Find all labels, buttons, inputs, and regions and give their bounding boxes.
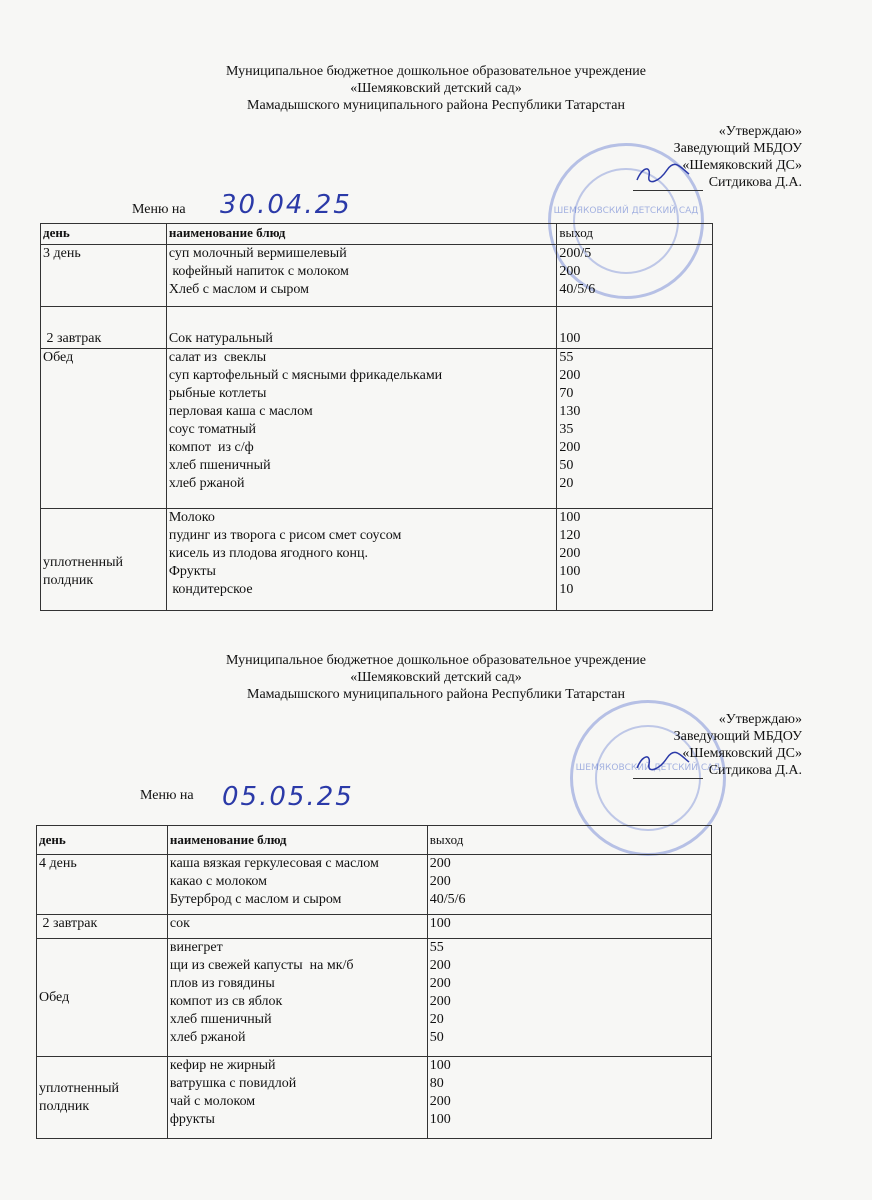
- menu2-signer: Ситдикова Д.А.: [708, 763, 802, 778]
- menu2-approve-line1: «Утверждаю»: [718, 712, 802, 727]
- row-day: 4 день: [37, 855, 168, 915]
- output: 200: [429, 958, 451, 973]
- menu1-approval: [633, 123, 802, 191]
- output: 200: [429, 874, 451, 889]
- dish: суп молочный вермишелевый: [168, 246, 347, 261]
- output: 40/5/6: [559, 282, 596, 297]
- row-day: 3 день: [41, 245, 167, 307]
- dish: какао с молоком: [169, 874, 268, 889]
- dish: хлеб ржаной: [169, 1030, 246, 1045]
- dish: ватрушка с повидлой: [169, 1076, 297, 1091]
- row-output: [557, 349, 713, 509]
- row-day: 2 завтрак: [37, 915, 168, 939]
- table-row: [37, 939, 712, 1057]
- row-output: 100: [427, 915, 711, 939]
- output: 55: [559, 350, 574, 365]
- menu1-header: [0, 63, 872, 114]
- menu1-header-line1: Муниципальное бюджетное дошкольное образовательное учреждение: [226, 64, 646, 79]
- menu1-signature: [633, 176, 703, 191]
- col-output: выход: [427, 826, 711, 855]
- table-header-row: [37, 826, 712, 855]
- dish: чай с молоком: [169, 1094, 256, 1109]
- output: 200/5: [559, 246, 592, 261]
- row-output: [427, 1057, 711, 1139]
- row-dishes: Сок натуральный: [166, 307, 557, 349]
- output: 200: [429, 856, 451, 871]
- output: 50: [429, 1030, 444, 1045]
- row-output: [427, 855, 711, 915]
- table-row: [41, 245, 713, 307]
- row-dishes: [166, 509, 557, 611]
- dish: каша вязкая геркулесовая с маслом: [169, 856, 379, 871]
- menu1-hand-date: 30.04.25: [220, 190, 352, 220]
- menu1-header-line2: «Шемяковский детский сад»: [350, 81, 522, 96]
- table-row: [41, 509, 713, 611]
- table-row: [41, 349, 713, 509]
- menu1-approve-line3: «Шемяковский ДС»: [682, 158, 802, 173]
- dish: рыбные котлеты: [168, 386, 267, 401]
- output: 55: [429, 940, 444, 955]
- menu2-approval: [633, 711, 802, 779]
- output: 200: [559, 264, 581, 279]
- dish: плов из говядины: [169, 976, 275, 991]
- dish: суп картофельный с мясными фрикадельками: [168, 368, 443, 383]
- output: 100: [559, 510, 581, 525]
- output: 50: [559, 458, 574, 473]
- row-dishes: [166, 349, 557, 509]
- row-dishes: [166, 245, 557, 307]
- dish: соус томатный: [168, 422, 257, 437]
- output: 120: [559, 528, 581, 543]
- menu1-table: [40, 223, 713, 611]
- col-day: день: [41, 224, 167, 245]
- dish: компот из с/ф: [168, 440, 254, 455]
- dish: кофейный напиток с молоком: [168, 264, 349, 279]
- output: 40/5/6: [429, 892, 466, 907]
- table-row: [37, 855, 712, 915]
- dish: фрукты: [169, 1112, 215, 1127]
- menu2-signature: [633, 764, 703, 779]
- row-dishes: [167, 855, 427, 915]
- row-dishes: [167, 1057, 427, 1139]
- output: 70: [559, 386, 574, 401]
- menu1-signer: Ситдикова Д.А.: [708, 175, 802, 190]
- output: 200: [559, 440, 581, 455]
- menu2-approve-line3: «Шемяковский ДС»: [682, 746, 802, 761]
- output: 130: [559, 404, 581, 419]
- output: 100: [429, 1058, 451, 1073]
- output: 200: [429, 976, 451, 991]
- output: 20: [559, 476, 574, 491]
- dish: кисель из плодова ягодного конц.: [168, 546, 368, 561]
- menu1-header-line3: Мамадышского муниципального района Республики Татарстан: [247, 98, 625, 113]
- menu2-label: Меню на: [140, 788, 194, 803]
- col-dishes: наименование блюд: [166, 224, 557, 245]
- menu1-approve-line2: Заведующий МБДОУ: [673, 141, 802, 156]
- menu2-approve-line2: Заведующий МБДОУ: [673, 729, 802, 744]
- dish: перловая каша с маслом: [168, 404, 313, 419]
- dish: хлеб пшеничный: [168, 458, 271, 473]
- row-day: уплотненный полдник: [37, 1057, 168, 1139]
- row-output: [557, 245, 713, 307]
- output: 200: [559, 368, 581, 383]
- output: 80: [429, 1076, 444, 1091]
- table-row: [41, 307, 713, 349]
- menu1-approve-line1: «Утверждаю»: [718, 124, 802, 139]
- dish: Хлеб с маслом и сыром: [168, 282, 309, 297]
- output: 200: [559, 546, 581, 561]
- dish: кефир не жирный: [169, 1058, 276, 1073]
- output: 10: [559, 582, 574, 597]
- dish: Бутерброд с маслом и сыром: [169, 892, 342, 907]
- menu2-stamp-text: ШЕМЯКОВСКИЙ ДЕТСКИЙ САД: [575, 763, 721, 773]
- row-day: Обед: [37, 939, 168, 1057]
- dish: пудинг из творога с рисом смет соусом: [168, 528, 402, 543]
- dish: Фрукты: [168, 564, 216, 579]
- dish: компот из св яблок: [169, 994, 283, 1009]
- col-dishes: наименование блюд: [167, 826, 427, 855]
- dish: хлеб ржаной: [168, 476, 245, 491]
- row-day: уплотненный полдник: [41, 509, 167, 611]
- menu2-header: [0, 652, 872, 703]
- menu1-stamp-text: ШЕМЯКОВСКИЙ ДЕТСКИЙ САД: [553, 206, 699, 216]
- dish: Молоко: [168, 510, 215, 525]
- output: 100: [429, 1112, 451, 1127]
- row-day: Обед: [41, 349, 167, 509]
- output: 20: [429, 1012, 444, 1027]
- menu2-header-line1: Муниципальное бюджетное дошкольное образовательное учреждение: [226, 653, 646, 668]
- row-day: 2 завтрак: [41, 307, 167, 349]
- dish: кондитерское: [168, 582, 253, 597]
- row-output: [427, 939, 711, 1057]
- table-row: [37, 915, 712, 939]
- output: 200: [429, 1094, 451, 1109]
- output: 35: [559, 422, 574, 437]
- output: 200: [429, 994, 451, 1009]
- dish: хлеб пшеничный: [169, 1012, 272, 1027]
- dish: щи из свежей капусты на мк/б: [169, 958, 354, 973]
- col-output: выход: [557, 224, 713, 245]
- menu2-header-line3: Мамадышского муниципального района Республики Татарстан: [247, 687, 625, 702]
- table-row: [37, 1057, 712, 1139]
- row-dishes: сок: [167, 915, 427, 939]
- row-dishes: [167, 939, 427, 1057]
- col-day: день: [37, 826, 168, 855]
- menu2-header-line2: «Шемяковский детский сад»: [350, 670, 522, 685]
- dish: винегрет: [169, 940, 223, 955]
- menu2-table: [36, 825, 712, 1139]
- menu1-label: Меню на: [132, 202, 186, 217]
- dish: салат из свеклы: [168, 350, 267, 365]
- row-output: 100: [557, 307, 713, 349]
- menu2-hand-date: 05.05.25: [222, 782, 354, 812]
- output: 100: [559, 564, 581, 579]
- table-header-row: [41, 224, 713, 245]
- row-output: [557, 509, 713, 611]
